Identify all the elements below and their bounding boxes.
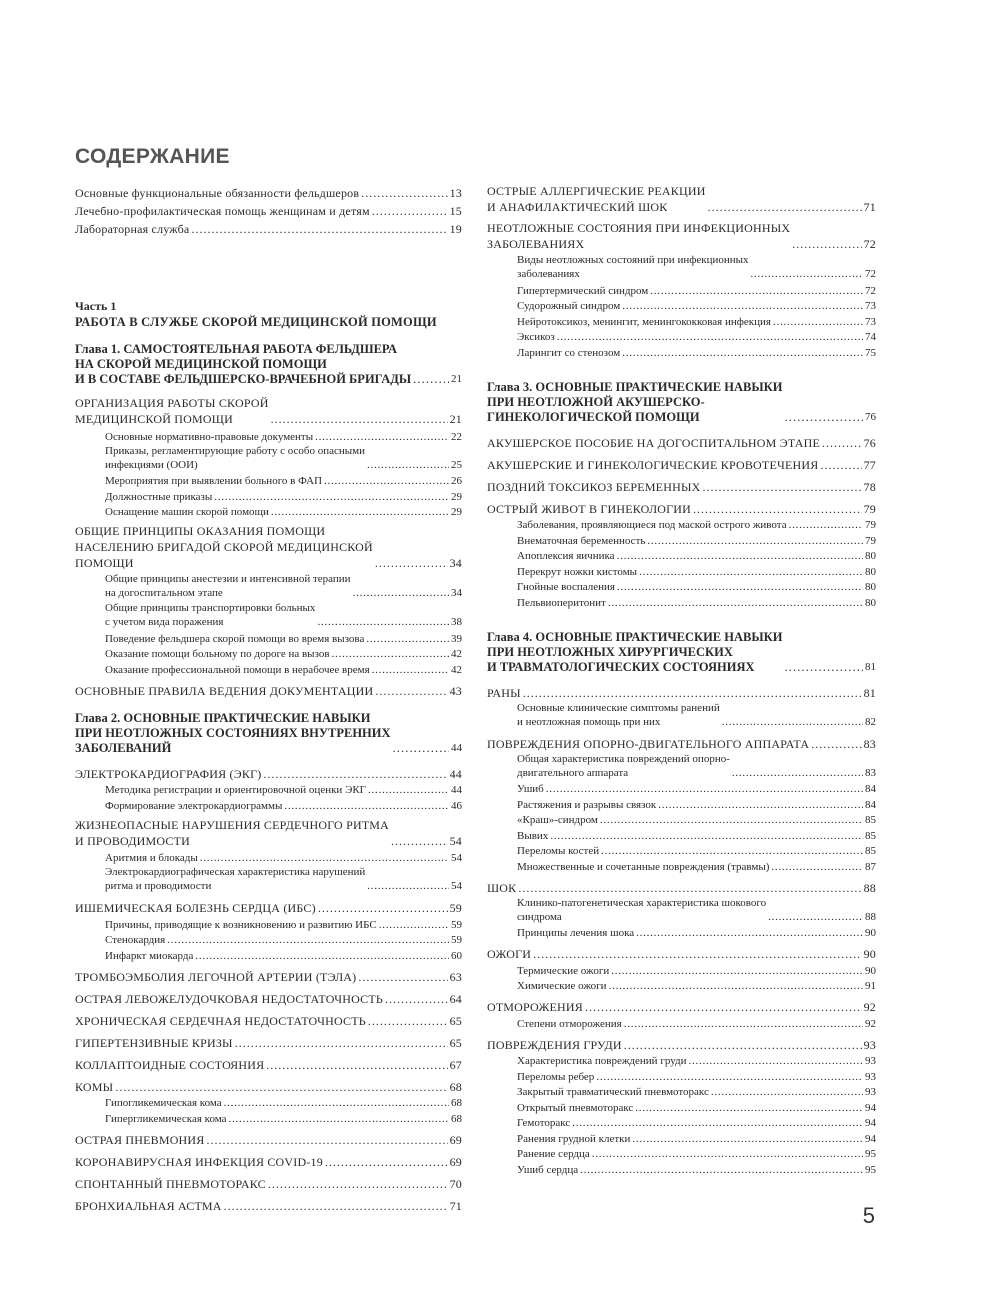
- toc-subsection[interactable]: Апоплексия яичника . . . 80: [487, 548, 876, 564]
- toc-subsection[interactable]: Ушиб сердца . . . 95: [487, 1161, 876, 1177]
- toc-subsection[interactable]: Ушиб . . . 84: [487, 781, 876, 797]
- toc-section[interactable]: СПОНТАННЫЙ ПНЕВМОТОРАКС . . . 70: [75, 1174, 462, 1192]
- toc-right-column: [487, 183, 876, 1177]
- toc-subsection[interactable]: Переломы ребер . . . 93: [487, 1068, 876, 1084]
- toc-subsection[interactable]: Множественные и сочетанные повреждения (травмы) . . . 87: [487, 858, 876, 874]
- toc-section[interactable]: ОТМОРОЖЕНИЯ . . . 92: [487, 997, 876, 1015]
- toc-subsection[interactable]: Принципы лечения шока . . . 90: [487, 925, 876, 941]
- toc-subsection[interactable]: Основные нормативно-правовые документы . . . 22: [75, 428, 462, 444]
- toc-section[interactable]: ОБЩИЕ ПРИНЦИПЫ ОКАЗАНИЯ ПОМОЩИ НАСЕЛЕНИЮ БРИГАДОЙ СКОРОЙ МЕДИЦИНСКОЙ ПОМОЩИ . . . 34: [75, 523, 462, 572]
- toc-section[interactable]: ОСНОВНЫЕ ПРАВИЛА ВЕДЕНИЯ ДОКУМЕНТАЦИИ . . . 43: [75, 681, 462, 699]
- toc-subsection[interactable]: Ранения грудной клетки . . . 94: [487, 1130, 876, 1146]
- toc-subsection[interactable]: Вывих . . . 85: [487, 827, 876, 843]
- toc-section[interactable]: ШОК . . . 88: [487, 878, 876, 896]
- toc-subsection[interactable]: Переломы костей . . . 85: [487, 843, 876, 859]
- toc-subsection[interactable]: «Краш»-синдром . . . 85: [487, 812, 876, 828]
- toc-subsection[interactable]: Поведение фельдшера скорой помощи во время вызова . . . 39: [75, 630, 462, 646]
- toc-section[interactable]: ЖИЗНЕОПАСНЫЕ НАРУШЕНИЯ СЕРДЕЧНОГО РИТМА И ПРОВОДИМОСТИ . . . 54: [75, 817, 462, 850]
- toc-subsection[interactable]: Химические ожоги . . . 91: [487, 978, 876, 994]
- toc-section[interactable]: КОЛЛАПТОИДНЫЕ СОСТОЯНИЯ . . . 67: [75, 1055, 462, 1073]
- toc-subsection[interactable]: Гипертермический синдром . . . 72: [487, 282, 876, 298]
- toc-subsection[interactable]: Оказание помощи больному по дороге на вызов . . . 42: [75, 646, 462, 662]
- toc-subsection[interactable]: Закрытый травматический пневмоторакс . . . 93: [487, 1084, 876, 1100]
- toc-section[interactable]: ХРОНИЧЕСКАЯ СЕРДЕЧНАЯ НЕДОСТАТОЧНОСТЬ . . . 65: [75, 1011, 462, 1029]
- toc-subsection[interactable]: Судорожный синдром . . . 73: [487, 298, 876, 314]
- toc-subsection[interactable]: Электрокардиографическая характеристика нарушений ритма и проводимости . . . 54: [75, 865, 462, 894]
- toc-section[interactable]: АКУШЕРСКИЕ И ГИНЕКОЛОГИЧЕСКИЕ КРОВОТЕЧЕНИЯ . . . 77: [487, 455, 876, 473]
- toc-subsection[interactable]: Ларингит со стенозом . . . 75: [487, 344, 876, 360]
- toc-subsection[interactable]: Общая характеристика повреждений опорно- двигательного аппарата . . . 83: [487, 752, 876, 781]
- toc-section[interactable]: ИШЕМИЧЕСКАЯ БОЛЕЗНЬ СЕРДЦА (ИБС) . . . 59: [75, 898, 462, 916]
- toc-subsection[interactable]: Заболевания, проявляющиеся под маской острого живота . . . 79: [487, 517, 876, 533]
- toc-intro: [75, 183, 462, 237]
- chapter-1-heading[interactable]: Глава 1. САМОСТОЯТЕЛЬНАЯ РАБОТА ФЕЛЬДШЕРА НА СКОРОЙ МЕДИЦИНСКОЙ ПОМОЩИ И В СОСТАВЕ ФЕЛЬДШЕРСКО-ВРАЧЕБНОЙ БРИГАДЫ . . . 21: [75, 342, 462, 387]
- toc-section[interactable]: ТРОМБОЭМБОЛИЯ ЛЕГОЧНОЙ АРТЕРИИ (ТЭЛА) . . . 63: [75, 967, 462, 985]
- toc-subsection[interactable]: Эксикоз . . . 74: [487, 329, 876, 345]
- toc-subsection[interactable]: Методика регистрации и ориентировочной оценки ЭКГ . . . 44: [75, 782, 462, 798]
- toc-subsection[interactable]: Клинико-патогенетическая характеристика шокового синдрома . . . 88: [487, 896, 876, 925]
- toc-entry[interactable]: Основные функциональные обязанности фельдшеров . . . 13: [75, 183, 462, 201]
- toc-subsection[interactable]: Должностные приказы . . . 29: [75, 488, 462, 504]
- toc-subsection[interactable]: Гипергликемическая кома . . . 68: [75, 1110, 462, 1126]
- toc-section[interactable]: КОРОНАВИРУСНАЯ ИНФЕКЦИЯ COVID-19 . . . 69: [75, 1152, 462, 1170]
- toc-section[interactable]: ГИПЕРТЕНЗИВНЫЕ КРИЗЫ . . . 65: [75, 1033, 462, 1051]
- toc-section[interactable]: АКУШЕРСКОЕ ПОСОБИЕ НА ДОГОСПИТАЛЬНОМ ЭТАПЕ . . . 76: [487, 433, 876, 451]
- page-number: 5: [862, 1203, 875, 1228]
- toc-subsection[interactable]: Степени отморожения . . . 92: [487, 1015, 876, 1031]
- toc-section[interactable]: ОРГАНИЗАЦИЯ РАБОТЫ СКОРОЙ МЕДИЦИНСКОЙ ПОМОЩИ . . . 21: [75, 395, 462, 428]
- toc-section[interactable]: РАНЫ . . . 81: [487, 683, 876, 701]
- toc-section[interactable]: ОСТРЫЙ ЖИВОТ В ГИНЕКОЛОГИИ . . . 79: [487, 499, 876, 517]
- toc-subsection[interactable]: Гемоторакс . . . 94: [487, 1115, 876, 1131]
- toc-subsection[interactable]: Гипогликемическая кома . . . 68: [75, 1095, 462, 1111]
- toc-subsection[interactable]: Термические ожоги . . . 90: [487, 962, 876, 978]
- toc-entry[interactable]: Лабораторная служба . . . 19: [75, 219, 462, 237]
- toc-section[interactable]: БРОНХИАЛЬНАЯ АСТМА . . . 71: [75, 1196, 462, 1214]
- toc-subsection[interactable]: Растяжения и разрывы связок . . . 84: [487, 796, 876, 812]
- toc-subsection[interactable]: Стенокардия . . . 59: [75, 932, 462, 948]
- toc-section[interactable]: КОМЫ . . . 68: [75, 1077, 462, 1095]
- toc-section[interactable]: ЭЛЕКТРОКАРДИОГРАФИЯ (ЭКГ) . . . 44: [75, 764, 462, 782]
- toc-section[interactable]: ПОЗДНИЙ ТОКСИКОЗ БЕРЕМЕННЫХ . . . 78: [487, 477, 876, 495]
- toc-subsection[interactable]: Инфаркт миокарда . . . 60: [75, 947, 462, 963]
- toc-subsection[interactable]: Оснащение машин скорой помощи . . . 29: [75, 504, 462, 520]
- toc-section[interactable]: НЕОТЛОЖНЫЕ СОСТОЯНИЯ ПРИ ИНФЕКЦИОННЫХ ЗАБОЛЕВАНИЯХ . . . 72: [487, 220, 876, 253]
- toc-subsection[interactable]: Нейротоксикоз, менингит, менингококковая инфекция . . . 73: [487, 313, 876, 329]
- toc-subsection[interactable]: Гнойные воспаления . . . 80: [487, 579, 876, 595]
- toc-subsection[interactable]: Открытый пневмоторакс . . . 94: [487, 1099, 876, 1115]
- page-title: СОДЕРЖАНИЕ: [75, 145, 230, 168]
- toc-subsection[interactable]: Ранение сердца . . . 95: [487, 1146, 876, 1162]
- toc-subsection[interactable]: Внематочная беременность . . . 79: [487, 532, 876, 548]
- toc-subsection[interactable]: Перекрут ножки кистомы . . . 80: [487, 563, 876, 579]
- chapter-3-heading[interactable]: Глава 3. ОСНОВНЫЕ ПРАКТИЧЕСКИЕ НАВЫКИ ПРИ НЕОТЛОЖНОЙ АКУШЕРСКО- ГИНЕКОЛОГИЧЕСКОЙ ПОМОЩИ . . . 76: [487, 380, 876, 425]
- toc-subsection[interactable]: Причины, приводящие к возникновению и развитию ИБС . . . 59: [75, 916, 462, 932]
- toc-subsection[interactable]: Приказы, регламентирующие работу с особо опасными инфекциями (ООИ) . . . 25: [75, 444, 462, 473]
- chapter-4-heading[interactable]: Глава 4. ОСНОВНЫЕ ПРАКТИЧЕСКИЕ НАВЫКИ ПРИ НЕОТЛОЖНЫХ ХИРУРГИЧЕСКИХ И ТРАВМАТОЛОГИЧЕСКИХ СОСТОЯНИЯХ . . . 81: [487, 630, 876, 675]
- toc-subsection[interactable]: Виды неотложных состояний при инфекционных заболеваниях . . . 72: [487, 253, 876, 282]
- toc-section[interactable]: ОСТРАЯ ЛЕВОЖЕЛУДОЧКОВАЯ НЕДОСТАТОЧНОСТЬ . . . 64: [75, 989, 462, 1007]
- toc-subsection[interactable]: Оказание профессиональной помощи в нерабочее время . . . 42: [75, 661, 462, 677]
- toc-section[interactable]: ОСТРЫЕ АЛЛЕРГИЧЕСКИЕ РЕАКЦИИ И АНАФИЛАКТИЧЕСКИЙ ШОК . . . 71: [487, 183, 876, 216]
- toc-subsection[interactable]: Общие принципы транспортировки больных с учетом вида поражения . . . 38: [75, 601, 462, 630]
- toc-subsection[interactable]: Основные клинические симптомы ранений и неотложная помощь при них . . . 82: [487, 701, 876, 730]
- toc-subsection[interactable]: Характеристика повреждений груди . . . 93: [487, 1053, 876, 1069]
- part-title[interactable]: РАБОТА В СЛУЖБЕ СКОРОЙ МЕДИЦИНСКОЙ ПОМОЩИ: [75, 315, 437, 329]
- toc-subsection[interactable]: Общие принципы анестезии и интенсивной терапии на догоспитальном этапе . . . 34: [75, 572, 462, 601]
- toc-subsection[interactable]: Формирование электрокардиограммы . . . 46: [75, 797, 462, 813]
- toc-entry[interactable]: Лечебно-профилактическая помощь женщинам и детям . . . 15: [75, 201, 462, 219]
- toc-section[interactable]: ОСТРАЯ ПНЕВМОНИЯ . . . 69: [75, 1130, 462, 1148]
- toc-left-column: [75, 183, 462, 1214]
- toc-subsection[interactable]: Мероприятия при выявлении больного в ФАП . . . 26: [75, 473, 462, 489]
- toc-subsection[interactable]: Аритмия и блокады . . . 54: [75, 850, 462, 866]
- toc-section[interactable]: ОЖОГИ . . . 90: [487, 944, 876, 962]
- toc-section[interactable]: ПОВРЕЖДЕНИЯ ГРУДИ . . . 93: [487, 1035, 876, 1053]
- chapter-2-heading[interactable]: Глава 2. ОСНОВНЫЕ ПРАКТИЧЕСКИЕ НАВЫКИ ПРИ НЕОТЛОЖНЫХ СОСТОЯНИЯХ ВНУТРЕННИХ ЗАБОЛЕВАНИЙ . . . 44: [75, 711, 462, 756]
- part-label: Часть 1: [75, 299, 117, 313]
- toc-section[interactable]: ПОВРЕЖДЕНИЯ ОПОРНО-ДВИГАТЕЛЬНОГО АППАРАТА . . . 83: [487, 734, 876, 752]
- toc-subsection[interactable]: Пельвиоперитонит . . . 80: [487, 594, 876, 610]
